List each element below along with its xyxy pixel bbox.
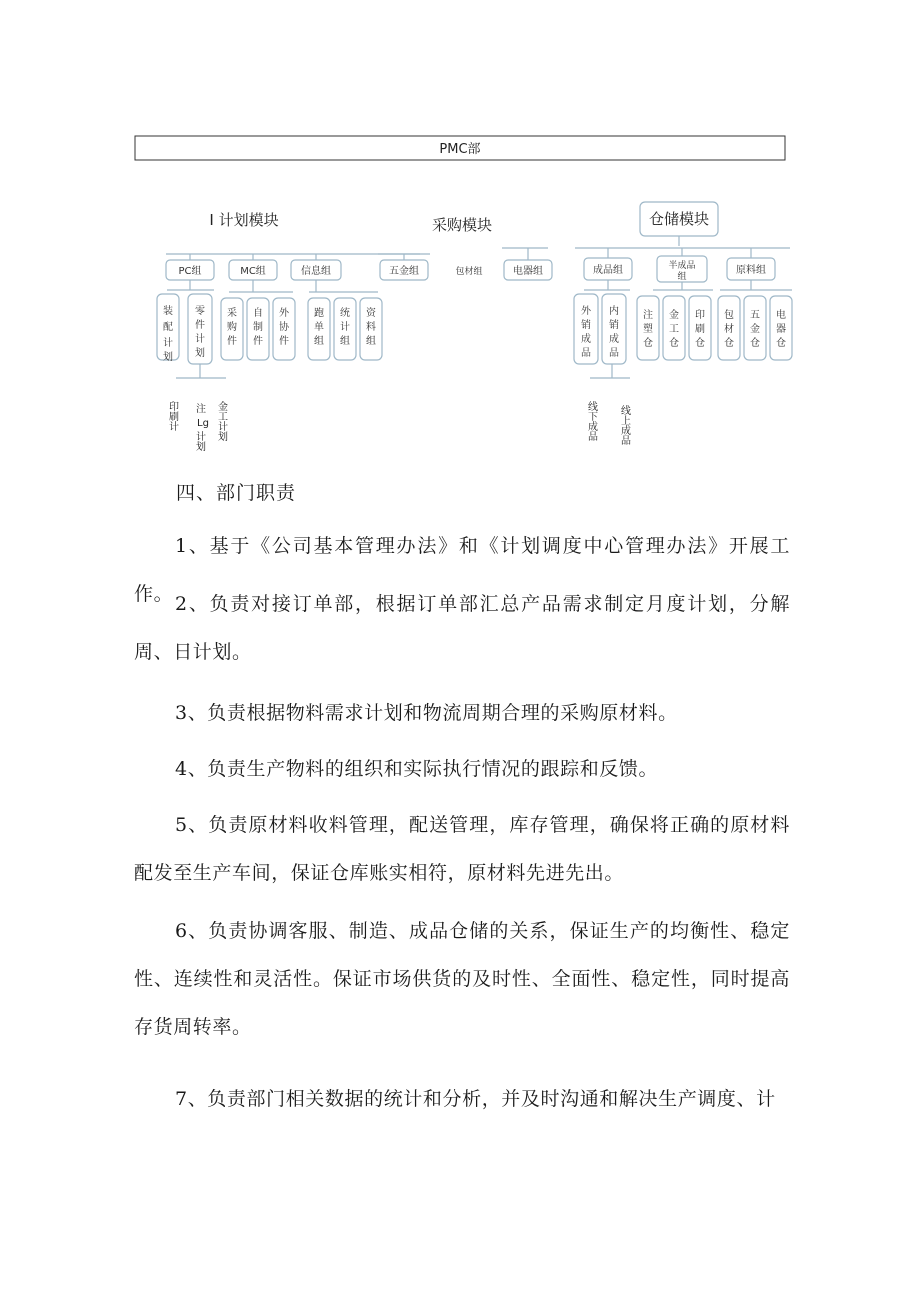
duty-item-6: 6、负责协调客服、制造、成品仓储的关系，保证生产的均衡性、稳定性、连续性和灵活性。保证市场供货的及时性、全面性、稳定性，同时提高存货周转率。 — [134, 920, 790, 1038]
group-label-pc: PC组 — [178, 266, 202, 277]
svg-text:线上成品: 线上成品 — [621, 406, 631, 447]
group-label-packaging: 包材组 — [455, 267, 483, 277]
svg-text:资料组: 资料组 — [366, 308, 376, 347]
svg-text:注Lg计划: 注 Lg 计划 — [196, 404, 209, 453]
svg-text:零件计划: 零件计划 — [195, 306, 205, 359]
duty-item-5: 5、负责原材料收料管理，配送管理，库存管理，确保将正确的原材料配发至生产车间，保证仓库账实相符，原材料先进先出。 — [134, 814, 790, 884]
svg-text:印刷计: 印刷计 — [169, 402, 179, 433]
svg-text:注塑仓: 注塑仓 — [643, 310, 653, 349]
duty-item-4: 4、负责生产物料的组织和实际执行情况的跟踪和反馈。 — [175, 758, 659, 780]
svg-text:金工计划: 金工计划 — [218, 402, 228, 443]
duty-item-1: 1、基于《公司基本管理办法》和《计划调度中心管理办法》开展工作。 — [134, 535, 790, 605]
module-title-storage: 仓储模块 — [648, 210, 710, 228]
svg-text:内销成品: 内销成品 — [609, 306, 619, 359]
group-label-electrical: 电器组 — [513, 266, 543, 277]
group-label-semi-2: 组 — [677, 272, 687, 282]
group-label-raw: 原料组 — [736, 265, 766, 276]
sub-labels — [169, 400, 631, 453]
svg-text:五金仓: 五金仓 — [750, 310, 760, 349]
svg-text:外销成品: 外销成品 — [581, 306, 591, 359]
group-label-mc: MC组 — [240, 266, 266, 277]
svg-text:采购件: 采购件 — [227, 308, 237, 347]
svg-text:包材仓: 包材仓 — [724, 310, 734, 349]
org-chart — [0, 0, 920, 460]
svg-text:统计组: 统计组 — [340, 308, 350, 347]
group-label-hardware: 五金组 — [389, 266, 419, 277]
leaf-nodes — [157, 294, 792, 364]
duty-item-7: 7、负责部门相关数据的统计和分析，并及时沟通和解决生产调度、计 — [175, 1088, 776, 1110]
svg-text:外协件: 外协件 — [279, 308, 289, 347]
duty-item-3: 3、负责根据物料需求计划和物流周期合理的采购原材料。 — [175, 702, 678, 724]
department-title: PMC部 — [439, 142, 481, 157]
group-label-finished: 成品组 — [593, 265, 623, 276]
group-label-info: 信息组 — [301, 266, 331, 277]
svg-text:印刷仓: 印刷仓 — [695, 310, 705, 349]
module-title-purchasing: 采购模块 — [431, 216, 493, 234]
section-heading: 四、部门职责 — [176, 482, 297, 504]
svg-text:电器仓: 电器仓 — [776, 310, 786, 349]
svg-text:金工仓: 金工仓 — [669, 310, 679, 349]
group-label-semi: 半成品 — [668, 261, 696, 271]
module-title-planning: I 计划模块 — [209, 211, 279, 229]
duty-item-2: 2、负责对接订单部，根据订单部汇总产品需求制定月度计划，分解周、日计划。 — [134, 593, 790, 663]
svg-text:自制件: 自制件 — [253, 308, 263, 347]
svg-text:装配计划: 装配计划 — [163, 306, 173, 363]
svg-text:线下成品: 线下成品 — [588, 402, 598, 443]
svg-text:跑单组: 跑单组 — [314, 308, 324, 347]
